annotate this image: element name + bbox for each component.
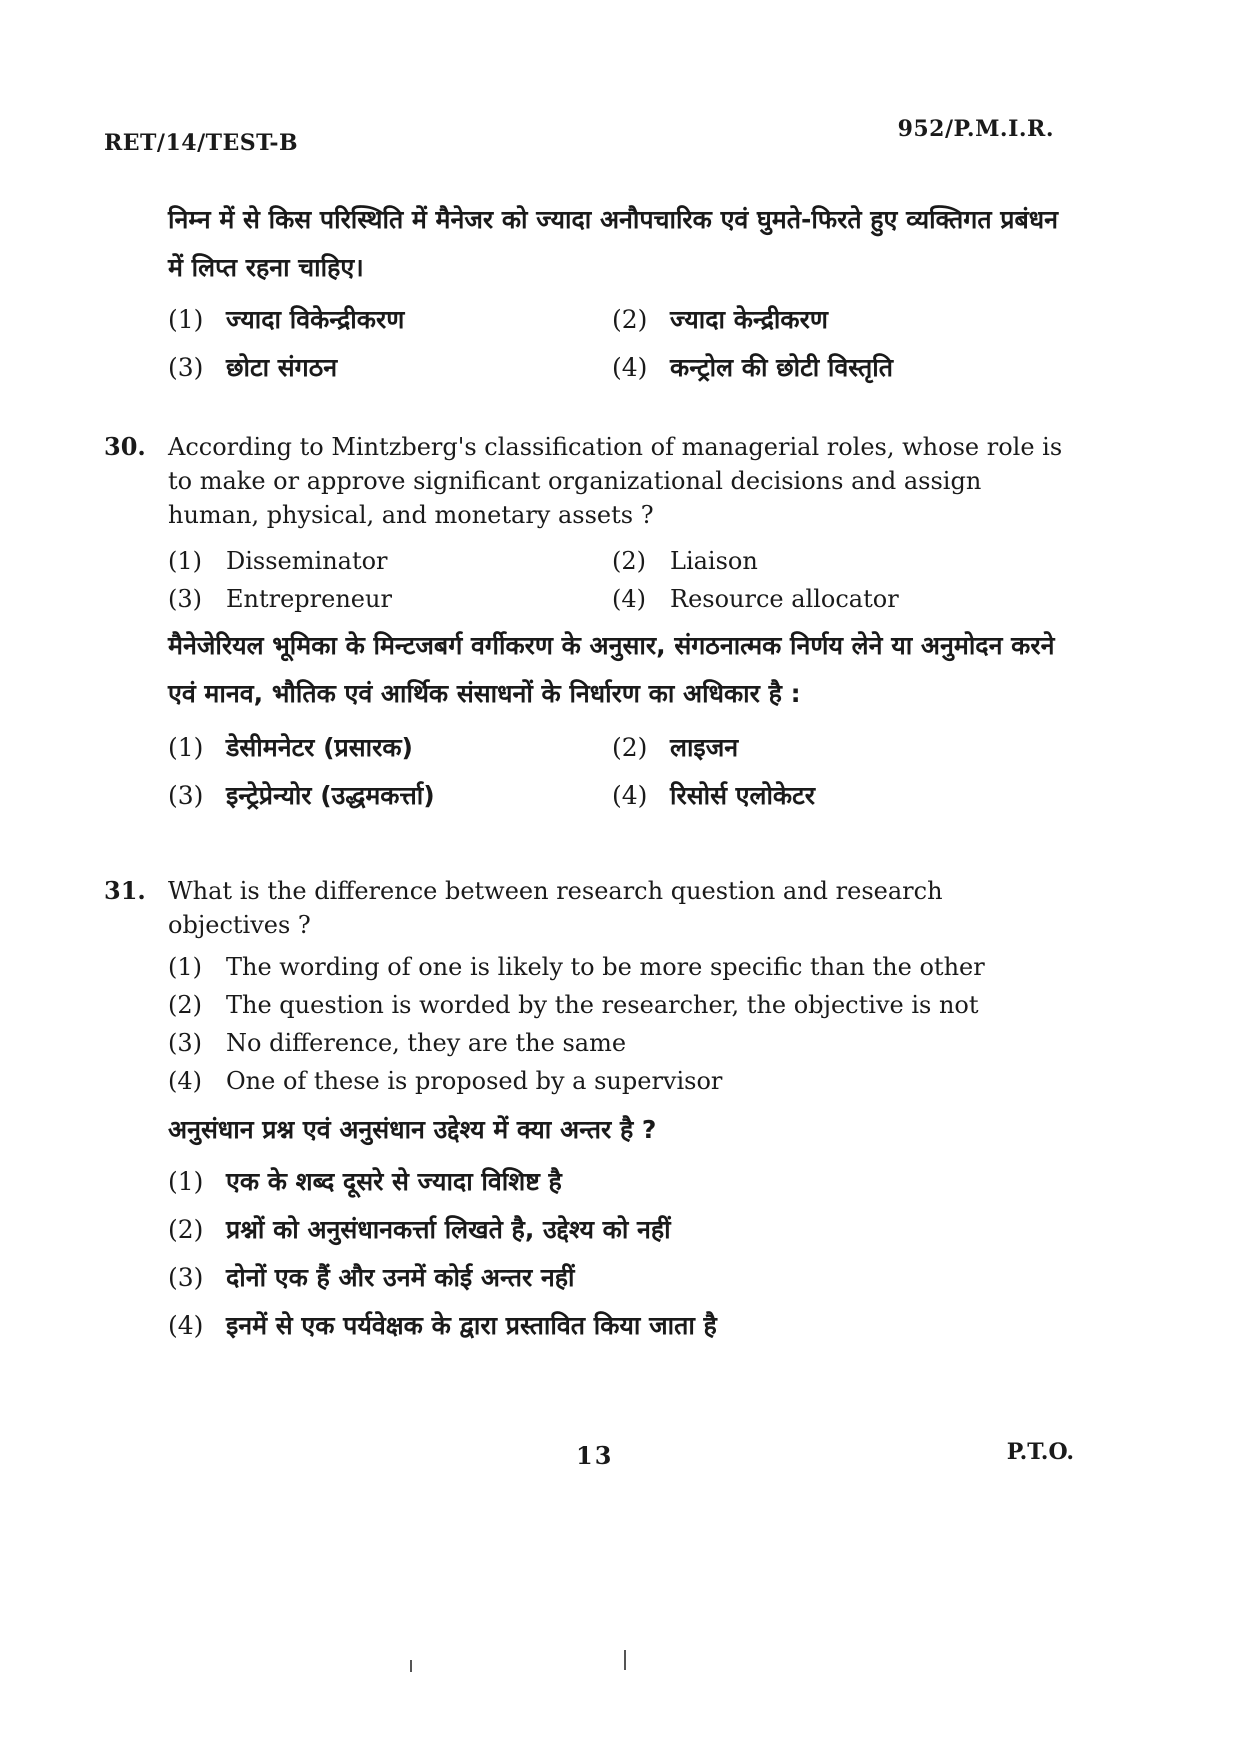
q31-option-4	[168, 1062, 1064, 1100]
q31-hindi-option-2	[168, 1206, 1064, 1254]
option-number: (3)	[168, 1029, 202, 1057]
option-number: (1)	[168, 953, 202, 981]
scan-mark	[410, 1660, 412, 1672]
question-29-hindi-block	[104, 196, 1064, 392]
option-text: ज्यादा विकेन्द्रीकरण	[226, 305, 405, 334]
question-30-text: According to Mintzberg's classification of managerial roles, whose role is to make or approve significant organizational decisions and assign human, physical, and monetary assets ?	[168, 433, 1063, 529]
option-number: (3)	[168, 353, 204, 382]
page-number: 13	[576, 1441, 614, 1470]
option-text: डेसीमनेटर (प्रसारक)	[226, 733, 413, 762]
question-30-hindi-text: मैनेजेरियल भूमिका के मिन्टजबर्ग वर्गीकरण के अनुसार, संगठनात्मक निर्णय लेने या अनुमोदन करने एवं मानव, भौतिक एवं आर्थिक संसाधनों के निर्धारण का अधिकार है :	[168, 631, 1055, 708]
option-number: (1)	[168, 733, 204, 762]
option-number: (2)	[168, 1215, 204, 1244]
subject-code: 952/P.M.I.R.	[897, 116, 1054, 142]
q31-hindi-option-1	[168, 1158, 1064, 1206]
q30-option-1	[168, 542, 612, 580]
option-number: (1)	[168, 305, 204, 334]
q30-option-3	[168, 580, 612, 618]
q31-hindi-option-4	[168, 1302, 1064, 1350]
option-text: एक के शब्द दूसरे से ज्यादा विशिष्ट है	[226, 1167, 562, 1196]
option-text: Disseminator	[226, 547, 388, 575]
q29-hindi-option-4	[612, 344, 1064, 392]
q31-hindi-option-3	[168, 1254, 1064, 1302]
option-number: (2)	[612, 547, 646, 575]
option-text: The question is worded by the researcher, the objective is not	[226, 991, 979, 1019]
option-number: (1)	[168, 1167, 204, 1196]
option-number: (1)	[168, 547, 202, 575]
option-text: Resource allocator	[670, 585, 899, 613]
option-number: (4)	[612, 353, 648, 382]
question-31-block	[104, 874, 1064, 1350]
option-text: Entrepreneur	[226, 585, 392, 613]
option-text: लाइजन	[670, 733, 739, 762]
q29-hindi-option-2	[612, 296, 1064, 344]
q30-hindi-option-3	[168, 772, 612, 820]
question-31-hindi-text: अनुसंधान प्रश्न एवं अनुसंधान उद्देश्य में क्या अन्तर है ?	[168, 1115, 657, 1144]
option-number: (3)	[168, 781, 204, 810]
q31-option-2	[168, 986, 1064, 1024]
q30-hindi-option-1	[168, 724, 612, 772]
option-text: No difference, they are the same	[226, 1029, 627, 1057]
q31-option-3	[168, 1024, 1064, 1062]
option-text: Liaison	[670, 547, 758, 575]
option-text: The wording of one is likely to be more specific than the other	[226, 953, 985, 981]
question-30-block	[104, 430, 1064, 820]
option-text: One of these is proposed by a supervisor	[226, 1067, 723, 1095]
option-number: (4)	[168, 1311, 204, 1340]
question-31-text: What is the difference between research question and research objectives ?	[168, 877, 943, 939]
option-text: दोनों एक हैं और उनमें कोई अन्तर नहीं	[226, 1263, 575, 1292]
option-text: छोटा संगठन	[226, 353, 338, 382]
q29-hindi-option-3	[168, 344, 612, 392]
option-number: (3)	[168, 585, 202, 613]
option-number: (3)	[168, 1263, 204, 1292]
please-turn-over: P.T.O.	[1006, 1439, 1074, 1465]
q31-option-1	[168, 948, 1064, 986]
option-number: (4)	[612, 781, 648, 810]
option-number: (4)	[612, 585, 646, 613]
option-number: (2)	[168, 991, 202, 1019]
q30-option-2	[612, 542, 1064, 580]
q30-hindi-option-4	[612, 772, 1064, 820]
option-number: (4)	[168, 1067, 202, 1095]
option-number: (2)	[612, 305, 648, 334]
paper-code: RET/14/TEST-B	[104, 130, 299, 156]
option-text: प्रश्नों को अनुसंधानकर्त्ता लिखते है, उद्देश्य को नहीं	[226, 1215, 671, 1244]
option-text: ज्यादा केन्द्रीकरण	[670, 305, 828, 334]
question-31-number: 31.	[104, 876, 146, 905]
q30-option-4	[612, 580, 1064, 618]
option-number: (2)	[612, 733, 648, 762]
scan-mark	[624, 1650, 626, 1670]
option-text: रिसोर्स एलोकेटर	[670, 781, 815, 810]
option-text: कन्ट्रोल की छोटी विस्तृति	[670, 353, 894, 382]
option-text: इन्ट्रेप्रेन्योर (उद्धमकर्त्ता)	[226, 781, 435, 810]
option-text: इनमें से एक पर्यवेक्षक के द्वारा प्रस्तावित किया जाता है	[226, 1311, 717, 1340]
q29-hindi-option-1	[168, 296, 612, 344]
question-29-hindi-text: निम्न में से किस परिस्थिति में मैनेजर को ज्यादा अनौपचारिक एवं घुमते-फिरते हुए व्यक्तिगत प्रबंधन में लिप्त रहना चाहिए।	[168, 205, 1059, 282]
question-30-number: 30.	[104, 432, 146, 461]
q30-hindi-option-2	[612, 724, 1064, 772]
